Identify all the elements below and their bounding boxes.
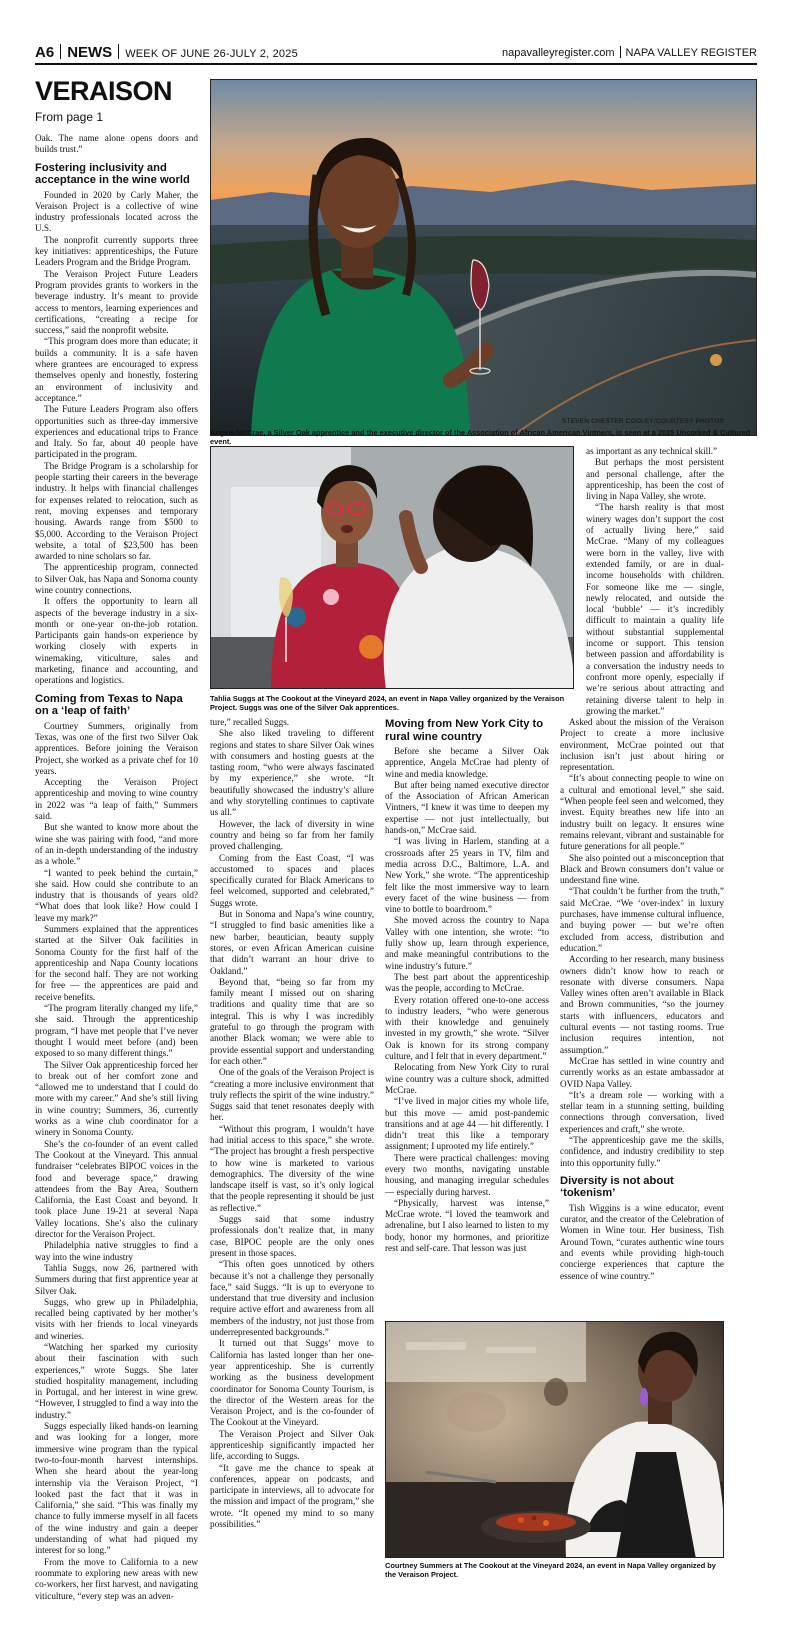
paragraph: “The apprenticeship gave me the skills, confidence, and industry credibility to step into this opportunity fully.” [560, 1134, 724, 1168]
photo-credit: STEVEN CHESTER COOLEY/COURTESY PHOTOS [562, 418, 724, 425]
paragraph: “It’s a dream role — working with a stellar team in a stunning setting, building connections through conversation, lived experiences and craft,” she wrote. [560, 1089, 724, 1134]
photo-illustration [211, 447, 574, 689]
paragraph: Tahlia Suggs, now 26, partnered with Summers during that first apprentice year at Silver Oak. [35, 1262, 198, 1296]
photo-angela-mccrae [210, 79, 757, 436]
paper-name: NAPA VALLEY REGISTER [625, 47, 757, 59]
photo-illustration [386, 1322, 724, 1558]
page-header [35, 43, 757, 63]
paragraph: But perhaps the most persistent and personal challenge, after the apprenticeship, has been the cost of living in Napa Valley, she wrote. [586, 457, 724, 502]
subhead: Diversity is not about ‘tokenism’ [560, 1174, 674, 1200]
paragraph: Accepting the Veraison Project apprenticeship and moving to wine country in 2022 was “a leap of faith,” Summers said. [35, 777, 198, 822]
photo-tahlia-suggs [210, 446, 574, 689]
paragraph: The Bridge Program is a scholarship for people starting their careers in the beverage industry. It helps with financial challenges for expenses related to relocation, such as rent, moving expenses and temporary housing. Awards range from $500 to $5,000. According to the Veraison Project website, a total of $23,500 has been awarded to nine scholars so far. [35, 460, 198, 562]
paragraph: The Silver Oak apprenticeship forced her to break out of her comfort zone and “allowed me to understand that I could do more with my career.” And she’s still living in wine country; Summers, 36, currently works as a wine club coordinator for a winery in Sonoma County. [35, 1059, 198, 1138]
paragraph: Suggs especially liked hands-on learning and was looking for a longer, more immersive wine program than the typical two-to-four-month harvest internships. When she heard about the year-long internship via the Veraison Project, “I looked past the fact that it was in California,” she said. “This was finally my chance to fully immerse myself in all facets of the wine industry and gain a deeper understanding of what had piqued my interest for so long.” [35, 1421, 198, 1556]
paragraph: McCrae has settled in wine country and currently works as an estate ambassador at OVID Napa Valley. [560, 1055, 724, 1089]
paragraph: Asked about the mission of the Veraison Project to create a more inclusive environment, McCrae pointed out that inclusion isn’t just about hiring or representation. [560, 717, 724, 773]
paragraph: She also pointed out a misconception that Black and Brown consumers don’t value or understand fine wine. [560, 852, 724, 886]
paragraph: “The program literally changed my life,” she said. Through the apprenticeship program, “I have met people that I’ve never thought I would meet before (and) been exposed to so many different things.” [35, 1003, 198, 1059]
photo-caption: Tahlia Suggs at The Cookout at the Vineyard 2024, an event in Napa Valley organized by the Veraison Project. Suggs was one of the Silver Oak apprentices. [210, 694, 565, 712]
paragraph: “That couldn’t be further from the truth,” said McCrae. “We ‘over-index’ in luxury purchases, have immense cultural influence, and buying power — but we’re often excluded from access, distribution and education.” [560, 886, 724, 953]
photo-caption: Courtney Summers at The Cookout at the Vineyard 2024, an event in Napa Valley organized by the Veraison Project. [385, 1561, 716, 1579]
paragraph: The best part about the apprenticeship was the people, according to McCrae. [385, 971, 549, 994]
header-rule [35, 63, 757, 65]
page-number: A6 [35, 44, 55, 61]
paragraph: Relocating from New York City to rural wine country was a culture shock, admitted McCrae. [385, 1062, 549, 1095]
paragraph: Courtney Summers, originally from Texas, was one of the first two Silver Oak apprentices. Before joining the Veraison Project, she worked as a private chef for 10 years. [35, 720, 198, 776]
photo-courtney-summers [385, 1321, 724, 1558]
paragraph: Every rotation offered one-to-one access to industry leaders, “who were generous with their knowledge and genuinely invested in my growth,” she wrote. “Silver Oak is known for its strong company culture, and I felt that in every department.” [385, 994, 549, 1062]
subhead: Moving from New York City to rural wine country [385, 718, 544, 743]
paragraph: as important as any technical skill.” [586, 446, 718, 456]
paragraph: “I wanted to peek behind the curtain,” she said. How could she contribute to an industry that is thousands of years old? “What does that look like? How could I leave my mark?” [35, 867, 198, 923]
paragraph: “It’s about connecting people to wine on a cultural and emotional level,” she said. “When people feel seen and welcomed, they invest. Equity breathes new life into an industry built on legacy. It ensures wine remains relevant, vibrant and sustainable for future generations for all people.” [560, 773, 724, 852]
paragraph: The Veraison Project Future Leaders Program provides grants to workers in the beverage industry. It’s meant to provide access to mentors, learning experiences and certifications, “creating a recipe for success,” said the nonprofit website. [35, 268, 198, 336]
paragraph: There were practical challenges: moving every two months, navigating unstable housing, and managing irregular schedules — especially during harvest. [385, 1152, 549, 1197]
paragraph: “The harsh reality is that most winery wages don’t support the cost of actually living here,” said McCrae. “Many of my colleagues were born in the valley, live with extended family, or are in dual-income households with children. For someone like me — single, newly relocated, and outside the local ‘bubble’ — it’s incredibly difficult to maintain a quality life without substantial supplemental income or support. This tension between passion and affordability is a conversation the industry needs to confront more openly, especially if we’re serious about attracting and retaining diverse talent to help in growing the market.” [586, 502, 724, 716]
paragraph: Suggs, who grew up in Philadelphia, recalled being captivated by her mother’s visits with her friends to local vineyards and wineries. [35, 1296, 198, 1341]
paragraph: She also liked traveling to different regions and states to share Silver Oak wines with consumers and hosting guests at the tasting room, “who were always fascinated by my experience,” she wrote. “It beautifully showcased the industry’s allure and why storytelling continues to captivate us all.” [210, 728, 374, 818]
paragraph: Before she became a Silver Oak apprentice, Angela McCrae had plenty of wine and media knowledge. [385, 746, 549, 779]
paragraph: “Without this program, I wouldn’t have had initial access to this space,” she wrote. “The project has brought a fresh perspective to how wine is marketed to various demographics. The diversity of the wine landscape itself is vast, so it’s only logical that the people representing it should be just as reflective.” [210, 1123, 374, 1213]
photo-caption: Angela McCrae, a Silver Oak apprentice and the executive director of the Association of African American Vintners, is seen at a 2025 Uncorked & Cultured event. [210, 428, 751, 446]
paragraph: Coming from the East Coast, “I was accustomed to spaces and places specifically curated for Black Americans to feel welcomed, supported and celebrated,” Suggs wrote. [210, 852, 374, 908]
paragraph: According to her research, many business owners didn’t know how to reach or resonate with diverse consumers. Napa Valley wines often aren’t available in Black and Brown communities, “so the journey starts with influencers, educators and cultural events — not tasting rooms. True inclusion requires intention, not assumption.” [560, 954, 724, 1055]
paragraph: But she wanted to know more about the wine she was pairing with food, “and more of an in-depth understanding of the industry as a whole.” [35, 822, 198, 867]
paragraph: ture,” recalled Suggs. [210, 717, 290, 727]
paragraph: She’s the co-founder of an event called The Cookout at the Vineyard. This annual fundraiser “celebrates BIPOC voices in the food and beverage space,” drawing attendees from the Bay Area, Southern California, the East Coast and beyond. It took place June 19-21 at several Napa Valley locations. She’s also the culinary director for the Veraison Project. [35, 1138, 198, 1240]
section-name: NEWS [67, 44, 113, 61]
jump-line: From page 1 [35, 110, 104, 124]
paragraph: “It gave me the chance to speak at conferences, appear on podcasts, and participate in interviews, all to advocate for the mission and impact of the program,” she wrote. “It opened my mind to so many possibilities.” [210, 1462, 374, 1530]
article-column-4-bottom [560, 717, 724, 1282]
paragraph: It turned out that Suggs’ move to California has lasted longer than her one-year apprenticeship. She is currently working as the business development coordinator for Sonoma County Tourism, is the director of the Western areas for the Veraison Project, and is the co-founder of The Cookout at the Vineyard. [210, 1338, 374, 1428]
site-url: napavalleyregister.com [502, 47, 615, 59]
subhead: Coming from Texas to Napa on a ‘leap of faith’ [35, 692, 183, 718]
article-column-3 [385, 718, 549, 1254]
paragraph: The Future Leaders Program also offers opportunities such as three-day immersive experiences and educational trips to France and Italy. So far, about 40 people have participated in the program. [35, 404, 198, 460]
paragraph: But after being named executive director of the Association of African American Vintners, “I knew it was time to deepen my expertise — not just intellectually, but hands-on,” McCrae said. [385, 779, 549, 836]
paragraph: One of the goals of the Veraison Project is “creating a more inclusive environment that truly reflects the spirit of the wine industry.” Suggs said that tenet resonates deeply with her. [210, 1067, 374, 1123]
photo-illustration [211, 80, 757, 436]
paragraph: “This often goes unnoticed by others because it’s not a challenge they personally face,” said Suggs. “It is up to everyone to understand that true diversity and inclusion require active effort and awareness from all members of the industry, not just those from underrepresented backgrounds.” [210, 1259, 374, 1338]
paragraph: It offers the opportunity to learn all aspects of the beverage industry in a six-month or one-year on-the-job rotation. Participants gain hands-on experience by working closely with experts in winemaking, viticulture, sales and marketing, finance and accounting, and operations and logistics. [35, 596, 198, 686]
paragraph: “I’ve lived in major cities my whole life, but this move — amid post-pandemic transitions and at age 44 — hit differently. I didn’t treat this like a temporary assignment; I uprooted my life entirely.” [385, 1096, 549, 1152]
article-column-4-top [586, 446, 724, 717]
paragraph: She moved across the country to Napa Valley with one intention, she wrote: “to fully show up, learn through experience, and make meaningful contributions to the wine industry’s future.” [385, 915, 549, 971]
article-column-2 [210, 717, 374, 1530]
paragraph: The apprenticeship program, connected to Silver Oak, has Napa and Sonoma county wine country connections. [35, 562, 198, 595]
paragraph: The Veraison Project and Silver Oak apprenticeship significantly impacted her life, according to Suggs. [210, 1428, 374, 1462]
issue-week: WEEK OF JUNE 26-JULY 2, 2025 [125, 48, 298, 60]
paragraph: Suggs said that some industry professionals don’t realize that, in many case, BIPOC people are the only ones present in those spaces. [210, 1214, 374, 1258]
paragraph: Founded in 2020 by Carly Maher, the Veraison Project is a collective of wine industry professionals located across the U.S. [35, 189, 198, 234]
paragraph: The nonprofit currently supports three key initiatives: apprenticeships, the Future Leaders Program and the Bridge Program. [35, 234, 198, 268]
subhead: Fostering inclusivity and acceptance in the wine world [35, 161, 190, 187]
paragraph: Tish Wiggins is a wine educator, event curator, and the creator of the Celebration of Women in Wine tour. Her business, Tish Around Town, “curates authentic wine tours and events while providing high-touch concierge experiences that capture the essence of wine country.” [560, 1202, 724, 1281]
article-column-1 [35, 133, 198, 1602]
paragraph: Oak. The name alone opens doors and builds trust.” [35, 133, 198, 155]
paragraph: Summers explained that the apprentices started at the Silver Oak facilities in Sonoma County for the first half of the apprenticeship and Napa County locations for the second half. They are not working for free — the apprentices are paid and receive benefits. [35, 924, 198, 1002]
paragraph: “Physically, harvest was intense,” McCrae wrote. “I loved the teamwork and adrenaline, but I also learned to listen to my body, honor my hormones, and prioritize rest and self-care. That lesson was just [385, 1197, 549, 1254]
paragraph: “I was living in Harlem, standing at a crossroads after 25 years in TV, film and media across D.C., Baltimore, L.A. and New York,” she wrote. “The apprenticeship felt like the most immersive way to learn every facet of the wine business — from vine to bottle to boardroom.” [385, 836, 549, 915]
paragraph: Philadelphia native struggles to find a way into the wine industry [35, 1240, 198, 1262]
paragraph: But in Sonoma and Napa’s wine country, “I struggled to find basic amenities like a new barber, beautician, beauty supply stores, or even African American cuisine that didn’t warrant an hour drive to Oakland.” [210, 909, 374, 976]
paragraph: However, the lack of diversity in wine country and being so far from her family proved challenging. [210, 818, 374, 852]
paragraph: Beyond that, “being so far from my family meant I missed out on sharing traditions and quality time that are so integral. This is why I was incredibly grateful to go through the program with another Black woman; we were able to provide essential support and understanding for each other.” [210, 976, 374, 1066]
story-kicker: VERAISON [35, 76, 173, 106]
paragraph: “Watching her sparked my curiosity about their fascination with such experiences,” wrote Suggs. She later studied hospitality management, including in Portugal, and her interest in wine grew. “However, I struggled to find a way into the industry.” [35, 1341, 198, 1420]
paragraph: “This program does more than educate; it builds a community. It is a safe haven where grantees are encouraged to express themselves openly and honestly, fostering an environment of inclusivity and acceptance.” [35, 336, 198, 403]
paragraph: From the move to California to a new roommate to exploring new areas with new co-workers, her first harvest, and navigating viticulture, “every step was an adven- [35, 1556, 198, 1601]
